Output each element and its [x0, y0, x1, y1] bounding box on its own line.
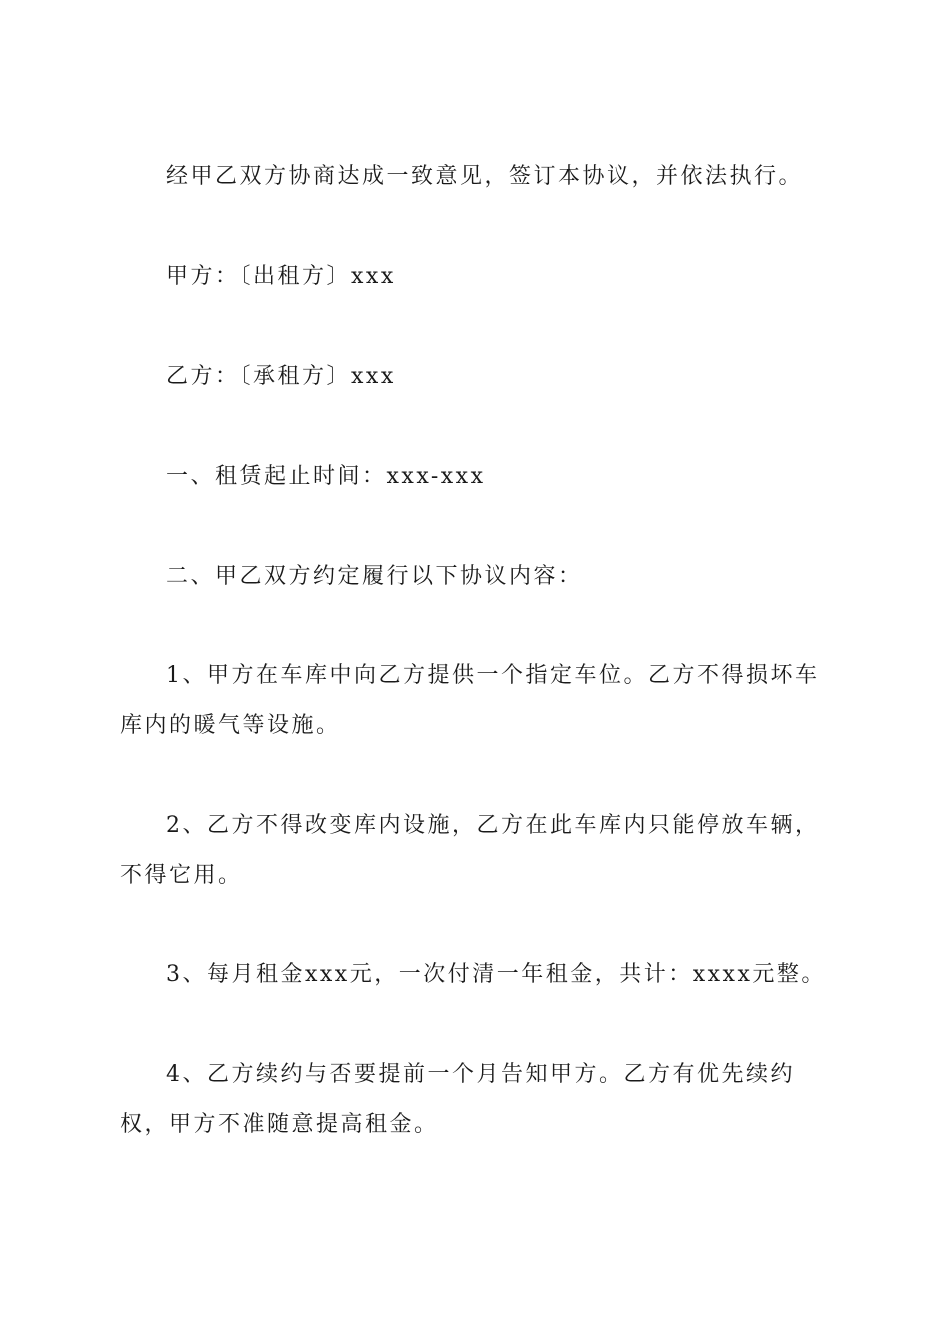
clause-1: 1、甲方在车库中向乙方提供一个指定车位。乙方不得损坏车库内的暖气等设施。: [120, 663, 820, 738]
clause-2: 2、乙方不得改变库内设施，乙方在此车库内只能停放车辆，不得它用。: [120, 813, 820, 888]
section-agreement-terms: 二、甲乙双方约定履行以下协议内容：: [166, 564, 583, 589]
party-a-line: 甲方：〔出租方〕xxx: [166, 264, 396, 289]
party-b-line: 乙方：〔承租方〕xxx: [166, 364, 396, 389]
section-lease-period: 一、租赁起止时间：xxx-xxx: [166, 464, 486, 489]
clause-4: 4、乙方续约与否要提前一个月告知甲方。乙方有优先续约权，甲方不准随意提高租金。: [120, 1062, 795, 1137]
agreement-intro: 经甲乙双方协商达成一致意见，签订本协议，并依法执行。: [166, 164, 804, 189]
clause-3: 3、每月租金xxx元，一次付清一年租金，共计：xxxx元整。: [166, 962, 826, 987]
